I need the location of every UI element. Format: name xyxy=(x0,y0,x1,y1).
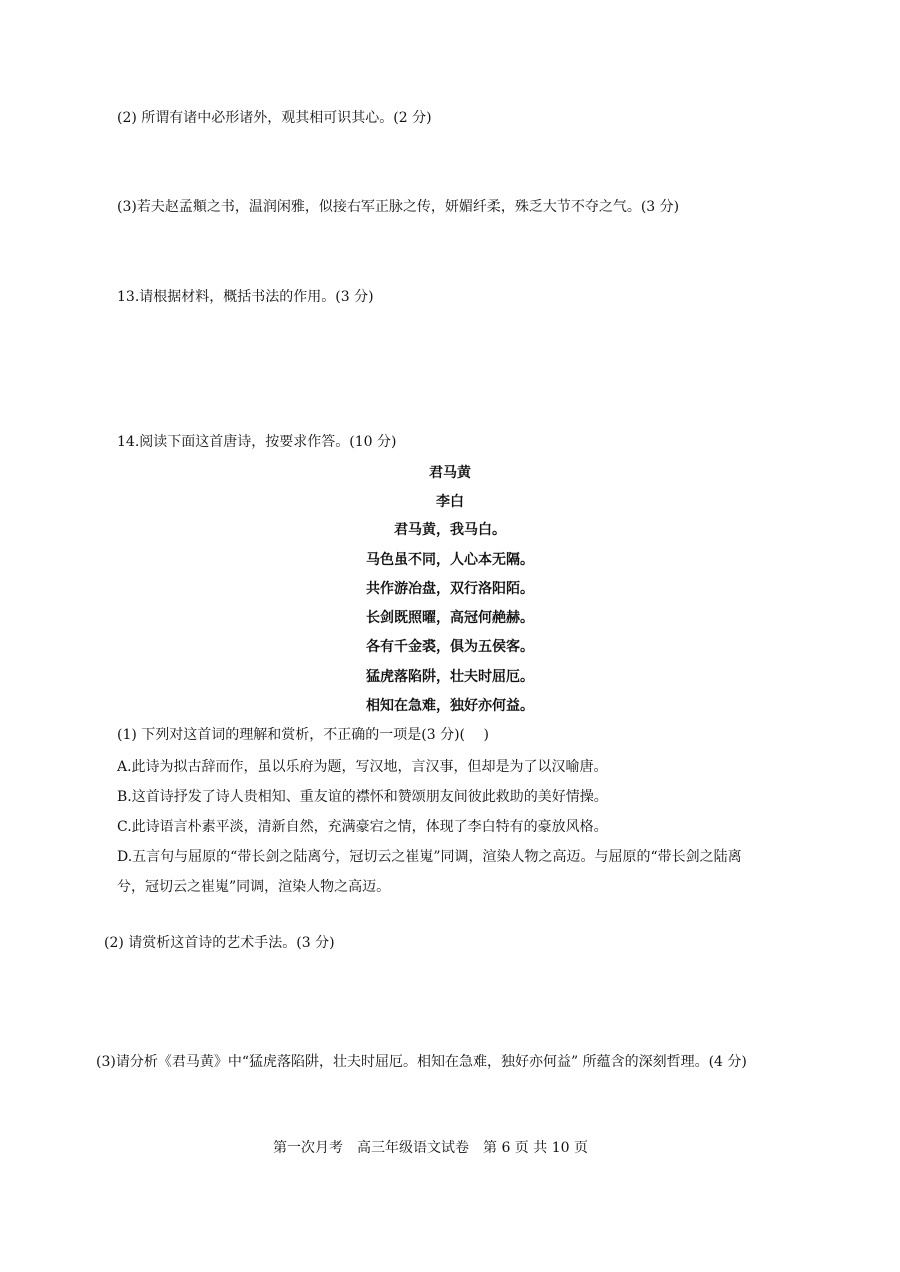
option-d-line-2: 兮，冠切云之崔嵬”同调，渲染人物之高迈。 xyxy=(117,879,391,895)
poem-line: 相知在急难，独好亦何益。 xyxy=(366,698,534,714)
option-c: C.此诗语言朴素平淡，清新自然，充满豪宕之情，体现了李白特有的豪放风格。 xyxy=(117,819,608,835)
poem-line: 猛虎落陷阱，壮夫时屈厄。 xyxy=(366,669,534,685)
option-a: A.此诗为拟古辞而作，虽以乐府为题，写汉地，言汉事，但却是为了以汉喻唐。 xyxy=(117,759,608,775)
poem-line: 长剑既照曜，高冠何赩赫。 xyxy=(366,610,534,626)
question-14-2: (2) 请赏析这首诗的艺术手法。(3 分) xyxy=(104,935,335,951)
poem-line: 共作游冶盘，双行洛阳陌。 xyxy=(366,581,534,597)
poem-author: 李白 xyxy=(436,494,464,510)
poem-line: 各有千金裘，俱为五侯客。 xyxy=(366,639,534,655)
poem-line: 君马黄，我马白。 xyxy=(394,522,506,538)
poem-title: 君马黄 xyxy=(429,465,471,481)
poem-line: 马色虽不同，人心本无隔。 xyxy=(366,552,534,568)
question-14-1: (1) 下列对这首词的理解和赏析，不正确的一项是(3 分)( ) xyxy=(117,727,489,743)
question-14-intro: 14.阅读下面这首唐诗，按要求作答。(10 分) xyxy=(117,434,397,450)
question-13: 13.请根据材料，概括书法的作用。(3 分) xyxy=(117,289,374,305)
question-12-3: (3)若夫赵孟頫之书，温润闲雅，似接右军正脉之传，妍媚纤柔，殊乏大节不夺之气。(3 分) xyxy=(117,199,680,215)
question-12-2: (2) 所谓有诸中必形诸外，观其相可识其心。(2 分) xyxy=(117,110,432,126)
question-14-3: (3)请分析《君马黄》中“猛虎落陷阱，壮夫时屈厄。相知在急难，独好亦何益” 所蕴含的深刻哲理。(4 分) xyxy=(96,1054,747,1070)
option-d-line-1: D.五言句与屈原的“带长剑之陆离兮，冠切云之崔嵬”同调，渲染人物之高迈。与屈原的“带长剑之陆离 xyxy=(117,849,742,865)
option-b: B.这首诗抒发了诗人贵相知、重友谊的襟怀和赞颂朋友间彼此救助的美好情操。 xyxy=(117,789,608,805)
page-footer: 第一次月考 高三年级语文试卷 第 6 页 共 10 页 xyxy=(273,1140,588,1156)
